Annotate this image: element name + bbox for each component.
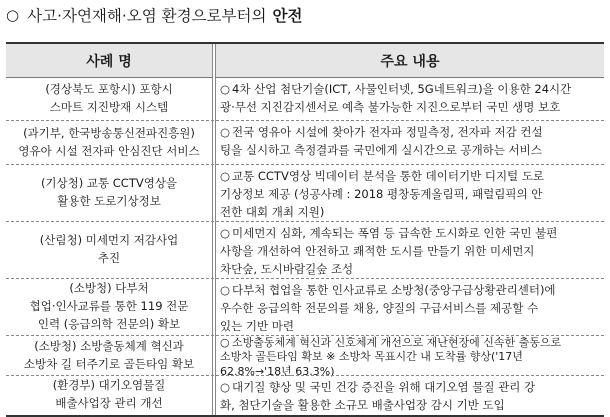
table-row (6, 335, 604, 378)
table-row (6, 221, 604, 278)
description-line: 광·무선 지진감지센서로 예측 불가능한 지진으로부터 국민 생명 보호 (220, 99, 561, 114)
header-main-content: 주요 내용 (216, 44, 604, 78)
description-cell (220, 282, 598, 335)
table-row (6, 278, 604, 335)
case-name-line: 스마트 지진방재 시스템 (49, 100, 169, 114)
description-line: 다부처 협업을 통한 인사교류로 소방청(중앙구급상황관리센터)에 (232, 283, 556, 297)
case-name-line: (소방청) 소방출동체계 혁신과 (34, 338, 184, 353)
case-name-line: 추진 (97, 251, 121, 265)
description-cell (220, 124, 598, 160)
bullet-icon: ○ (220, 380, 231, 394)
case-name-line: (기상청) 교통 CCTV영상을 (40, 176, 178, 191)
case-name-line: 협업·인사교류를 통한 119 전문 (29, 299, 189, 314)
description-line: 전한 대회 개최 지원) (220, 204, 325, 219)
case-name-cell (6, 336, 212, 375)
header-case-name: 사례 명 (6, 44, 212, 78)
description-line: 사항을 개선하여 안전하고 쾌적한 도시를 만들기 위한 미세먼지 (220, 243, 535, 258)
bullet-icon: ○ (220, 169, 231, 183)
section-heading (6, 4, 302, 26)
description-line: 우수한 응급의학 전문의를 채용, 양질의 구급서비스를 제공할 수 (220, 300, 539, 315)
case-name-cell (6, 78, 212, 120)
case-name-line: (소방청) 다부처 (69, 281, 149, 296)
case-name-cell (6, 376, 212, 413)
description-cell (220, 81, 598, 117)
case-name-line: 소방차 길 터주기로 골든타임 확보 (23, 356, 195, 371)
heading-emphasis: 안전 (272, 7, 303, 25)
heading-text: 사고·자연재해·오염 환경으로부터의 (27, 7, 267, 25)
description-line: 대기질 향상 및 국민 건강 증진을 위해 대기오염 물질 관리 강 (232, 380, 536, 394)
description-line: 있는 기반 마련 (220, 318, 294, 333)
description-cell (220, 379, 598, 415)
description-line: 팅을 실시하고 측정결과를 국민에게 실시간으로 공개하는 서비스 (220, 142, 542, 157)
bullet-icon: ○ (220, 283, 231, 297)
heading-marker: ○ (6, 6, 20, 24)
case-name-line: 배출사업장 관리 개선 (55, 395, 163, 410)
description-line: 미세먼지 심화, 계속되는 폭염 등 급속한 도시화로 인한 국민 불편 (232, 226, 558, 240)
table-row (6, 78, 604, 120)
case-table (6, 42, 604, 417)
description-line: 교통 CCTV영상 빅데이터 분석을 통한 데이터기반 디지털 도로 (232, 169, 545, 183)
case-name-cell (6, 279, 212, 335)
bullet-icon: ○ (220, 226, 231, 240)
description-cell (220, 225, 598, 278)
description-line: 차단숲, 도시바람길숲 조성 (220, 261, 354, 276)
description-line: 화, 첨단기술을 활용한 소규모 배출사업장 감시 기반 도입 (220, 397, 505, 412)
description-line: 기상정보 제공 (성공사례 : 2018 평창동계올림픽, 패럴림픽의 안 (220, 186, 543, 201)
bullet-icon: ○ (220, 125, 231, 139)
case-name-cell (6, 222, 212, 278)
description-line: 소방차 골든타임 확보 ※ 소방차 목표시간 내 도착률 향상('17년 (220, 350, 523, 364)
case-name-line: (환경부) 대기오염물질 (52, 377, 166, 392)
table-row (6, 120, 604, 164)
case-name-cell (6, 165, 212, 221)
table-row (6, 375, 604, 413)
description-line: 소방출동체계 혁신과 신호체계 개선으로 재난현장에 신속한 출동으로 (232, 336, 562, 349)
table-row (6, 164, 604, 221)
case-name-line: 영유아 시설 전자파 안심진단 서비스 (18, 143, 200, 158)
bullet-icon: ○ (220, 336, 230, 349)
case-name-line: (경상북도 포항시) 포항시 (45, 82, 173, 97)
description-line: 전국 영유아 시설에 찾아가 전자파 정밀측정, 전자파 저감 컨설 (232, 125, 543, 139)
description-line: 4차 산업 첨단기술(ICT, 사물인터넷, 5G네트워크)을 이용한 24시간 (232, 82, 572, 96)
description-line: 62.8%→'18년 63.3%) (220, 364, 335, 378)
case-name-line: 인력 (응급의학 전문의) 확보 (37, 316, 181, 331)
case-name-line: (산림청) 미세먼지 저감사업 (39, 233, 179, 248)
description-cell (220, 168, 598, 221)
bullet-icon: ○ (220, 82, 231, 96)
case-name-line: 활용한 도로기상정보 (57, 194, 161, 208)
case-name-line: (과기부, 한국방송통신전파진흥원) (23, 125, 195, 140)
description-cell (220, 336, 598, 379)
case-name-cell (6, 121, 212, 164)
